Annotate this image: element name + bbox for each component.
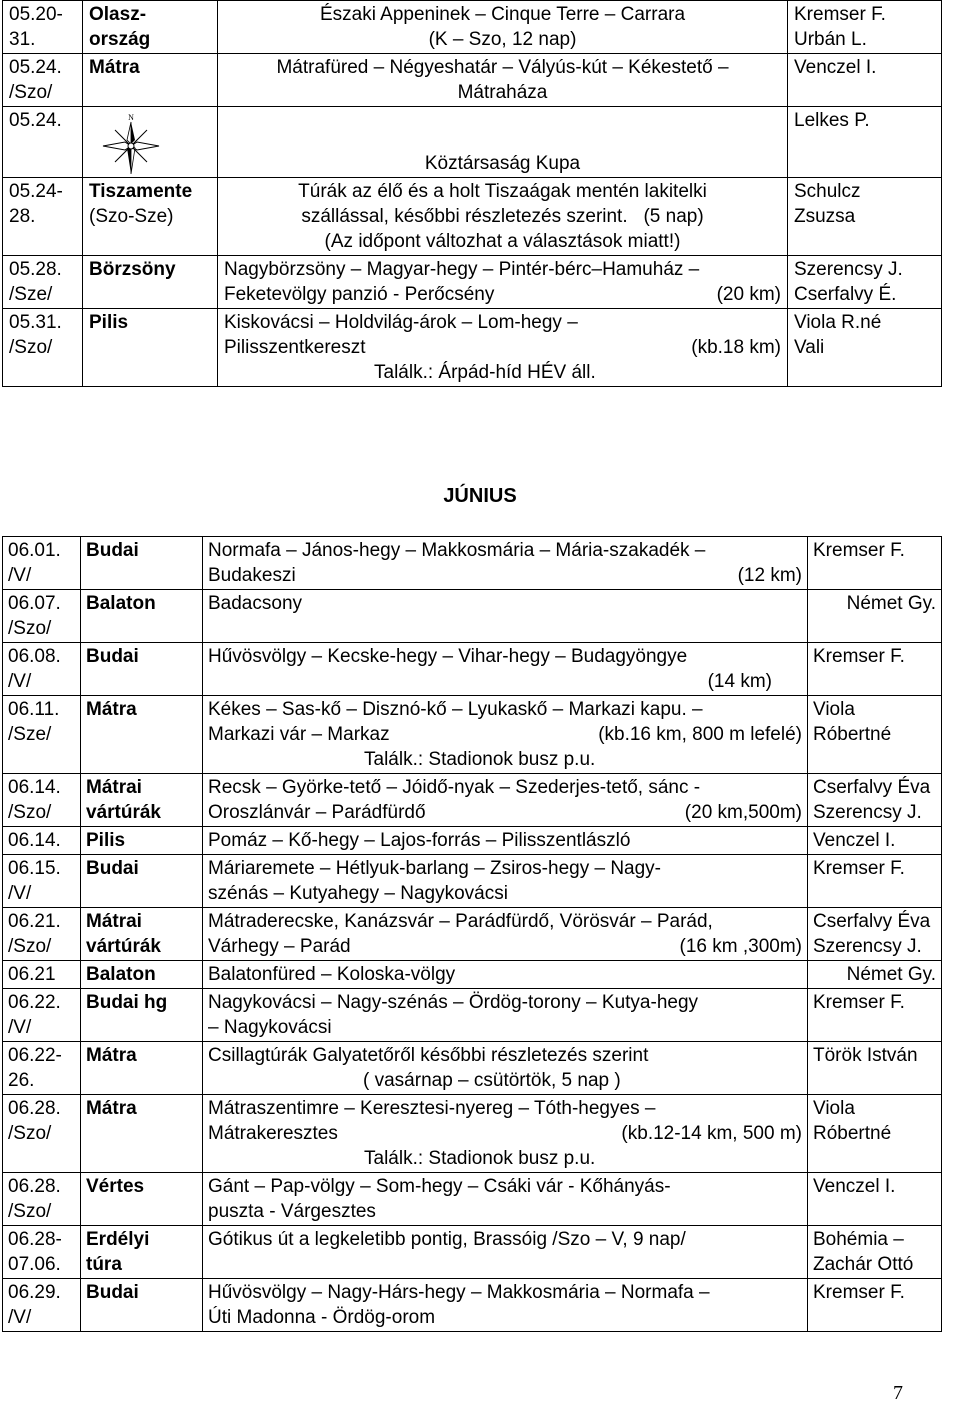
description-cell: Nagybörzsöny – Magyar-hegy – Pintér-bérc–Hamuház – Feketevölgy panzió - Perőcsény (20 km) xyxy=(218,256,788,309)
date-cell: 06.28- 07.06. xyxy=(3,1226,81,1279)
region-cell: Budai xyxy=(81,1279,203,1332)
leader-cell: Lelkes P. xyxy=(788,107,942,178)
description-cell: Túrák az élő és a holt Tiszaágak mentén lakitelki szállással, későbbi részletezés szerint. (5 nap) (Az időpont változhat a választások miatt!) xyxy=(218,178,788,256)
region-cell: Budai xyxy=(81,643,203,696)
june-schedule-table xyxy=(2,536,942,1332)
description-cell: Mátraderecske, Kanázsvár – Parádfürdő, Vörösvár – Parád, Várhegy – Parád (16 km ,300m) xyxy=(203,908,808,961)
table-row xyxy=(3,643,942,696)
region-cell: Erdélyi túra xyxy=(81,1226,203,1279)
description-cell: Gánt – Pap-völgy – Som-hegy – Csáki vár - Kőhányás- puszta - Várgesztes xyxy=(203,1173,808,1226)
date-cell: 06.21. /Szo/ xyxy=(3,908,81,961)
leader-cell: Viola R.né Vali xyxy=(788,309,942,387)
table-row xyxy=(3,908,942,961)
region-cell: Pilis xyxy=(81,827,203,855)
description-cell: Kékes – Sas-kő – Disznó-kő – Lyukaskő – Markazi kapu. – Markazi vár – Markaz (kb.16 km, 800 m lefelé) Találk.: Stadionok busz p.u. xyxy=(203,696,808,774)
date-cell: 05.28. /Sze/ xyxy=(3,256,83,309)
table-row xyxy=(3,1,942,54)
table-row xyxy=(3,1279,942,1332)
leader-cell: Venczel I. xyxy=(808,827,942,855)
leader-cell: Venczel I. xyxy=(788,54,942,107)
leader-cell: Bohémia – Zachár Ottó xyxy=(808,1226,942,1279)
description-cell: Badacsony xyxy=(203,590,808,643)
date-cell: 06.08. /V/ xyxy=(3,643,81,696)
compass-north-label: N xyxy=(128,113,134,122)
date-cell: 05.20- 31. xyxy=(3,1,83,54)
region-cell: Vértes xyxy=(81,1173,203,1226)
date-cell: 06.29. /V/ xyxy=(3,1279,81,1332)
region-cell: Budai xyxy=(81,855,203,908)
description-cell: Mátraszentimre – Keresztesi-nyereg – Tóth-hegyes – Mátrakeresztes (kb.12-14 km, 500 m) Találk.: Stadionok busz p.u. xyxy=(203,1095,808,1173)
description-cell: Köztársaság Kupa xyxy=(218,107,788,178)
date-cell: 06.14. /Szo/ xyxy=(3,774,81,827)
date-cell: 05.31. /Szo/ xyxy=(3,309,83,387)
description-cell: Balatonfüred – Koloska-völgy xyxy=(203,961,808,989)
table-row xyxy=(3,256,942,309)
date-cell: 06.15. /V/ xyxy=(3,855,81,908)
table-row xyxy=(3,961,942,989)
region-cell: Mátra xyxy=(81,1042,203,1095)
leader-cell: Német Gy. xyxy=(808,590,942,643)
date-cell: 06.28. /Szo/ xyxy=(3,1095,81,1173)
date-cell: 06.01. /V/ xyxy=(3,537,81,590)
date-cell: 06.07. /Szo/ xyxy=(3,590,81,643)
table-row xyxy=(3,827,942,855)
description-cell: Mátrafüred – Négyeshatár – Vályús-kút – Kékestető – Mátraháza xyxy=(218,54,788,107)
description-cell: Pomáz – Kő-hegy – Lajos-forrás – Pilisszentlászló xyxy=(203,827,808,855)
region-cell: Budai hg xyxy=(81,989,203,1042)
table-row xyxy=(3,1042,942,1095)
leader-cell: Török István xyxy=(808,1042,942,1095)
region-cell xyxy=(83,107,218,178)
leader-cell: Cserfalvy Éva Szerencsy J. xyxy=(808,774,942,827)
leader-cell: Kremser F. xyxy=(808,537,942,590)
region-cell: Mátrai vártúrák xyxy=(81,774,203,827)
region-cell: Mátra xyxy=(83,54,218,107)
date-cell: 06.11. /Sze/ xyxy=(3,696,81,774)
leader-cell: Kremser F. Urbán L. xyxy=(788,1,942,54)
table-row xyxy=(3,590,942,643)
date-cell: 06.22. /V/ xyxy=(3,989,81,1042)
leader-cell: Schulcz Zsuzsa xyxy=(788,178,942,256)
region-cell: Budai xyxy=(81,537,203,590)
description-cell: Északi Appeninek – Cinque Terre – Carrara (K – Szo, 12 nap) xyxy=(218,1,788,54)
region-cell: Mátrai vártúrák xyxy=(81,908,203,961)
description-cell: Nagykovácsi – Nagy-szénás – Ördög-torony – Kutya-hegy – Nagykovácsi xyxy=(203,989,808,1042)
region-cell: Pilis xyxy=(83,309,218,387)
leader-cell: Viola Róbertné xyxy=(808,1095,942,1173)
description-cell: Gótikus út a legkeletibb pontig, Brassóig /Szo – V, 9 nap/ xyxy=(203,1226,808,1279)
table-row xyxy=(3,1226,942,1279)
table-row xyxy=(3,537,942,590)
month-heading: JÚNIUS xyxy=(443,485,517,507)
region-cell: Börzsöny xyxy=(83,256,218,309)
date-cell: 05.24. /Szo/ xyxy=(3,54,83,107)
date-cell: 05.24. xyxy=(3,107,83,178)
date-cell: 06.14. xyxy=(3,827,81,855)
leader-cell: Kremser F. xyxy=(808,1279,942,1332)
leader-cell: Kremser F. xyxy=(808,643,942,696)
table-row xyxy=(3,1095,942,1173)
description-cell: Csillagtúrák Galyatetőről későbbi részletezés szerint ( vasárnap – csütörtök, 5 nap ) xyxy=(203,1042,808,1095)
table-row xyxy=(3,1173,942,1226)
compass-rose-icon xyxy=(99,112,163,176)
region-cell: Olasz- ország xyxy=(83,1,218,54)
table-row xyxy=(3,855,942,908)
may-schedule-table xyxy=(2,0,942,387)
region-cell: Balaton xyxy=(81,961,203,989)
description-cell: Recsk – Györke-tető – Jóidő-nyak – Szederjes-tető, sánc - Oroszlánvár – Parádfürdő (20 km,500m) xyxy=(203,774,808,827)
table-row xyxy=(3,696,942,774)
leader-cell: Szerencsy J. Cserfalvy É. xyxy=(788,256,942,309)
table-row xyxy=(3,309,942,387)
region-cell: Tiszamente (Szo-Sze) xyxy=(83,178,218,256)
date-cell: 06.22- 26. xyxy=(3,1042,81,1095)
page-number: 7 xyxy=(893,1382,903,1404)
leader-cell: Kremser F. xyxy=(808,855,942,908)
leader-cell: Viola Róbertné xyxy=(808,696,942,774)
region-cell: Balaton xyxy=(81,590,203,643)
date-cell: 06.21 xyxy=(3,961,81,989)
table-row xyxy=(3,178,942,256)
region-cell: Mátra xyxy=(81,1095,203,1173)
region-cell: Mátra xyxy=(81,696,203,774)
description-cell: Hűvösvölgy – Kecske-hegy – Vihar-hegy – Budagyöngye (14 km) xyxy=(203,643,808,696)
leader-cell: Cserfalvy Éva Szerencsy J. xyxy=(808,908,942,961)
leader-cell: Kremser F. xyxy=(808,989,942,1042)
table-row xyxy=(3,107,942,178)
description-cell: Hűvösvölgy – Nagy-Hárs-hegy – Makkosmária – Normafa – Úti Madonna - Ördög-orom xyxy=(203,1279,808,1332)
leader-cell: Német Gy. xyxy=(808,961,942,989)
table-row xyxy=(3,774,942,827)
table-row xyxy=(3,54,942,107)
description-cell: Normafa – János-hegy – Makkosmária – Mária-szakadék – Budakeszi (12 km) xyxy=(203,537,808,590)
leader-cell: Venczel I. xyxy=(808,1173,942,1226)
date-cell: 06.28. /Szo/ xyxy=(3,1173,81,1226)
description-cell: Máriaremete – Hétlyuk-barlang – Zsiros-hegy – Nagy- szénás – Kutyahegy – Nagykovácsi xyxy=(203,855,808,908)
table-row xyxy=(3,989,942,1042)
description-cell: Kiskovácsi – Holdvilág-árok – Lom-hegy – Pilisszentkereszt (kb.18 km) Találk.: Árpád-híd HÉV áll. xyxy=(218,309,788,387)
date-cell: 05.24- 28. xyxy=(3,178,83,256)
